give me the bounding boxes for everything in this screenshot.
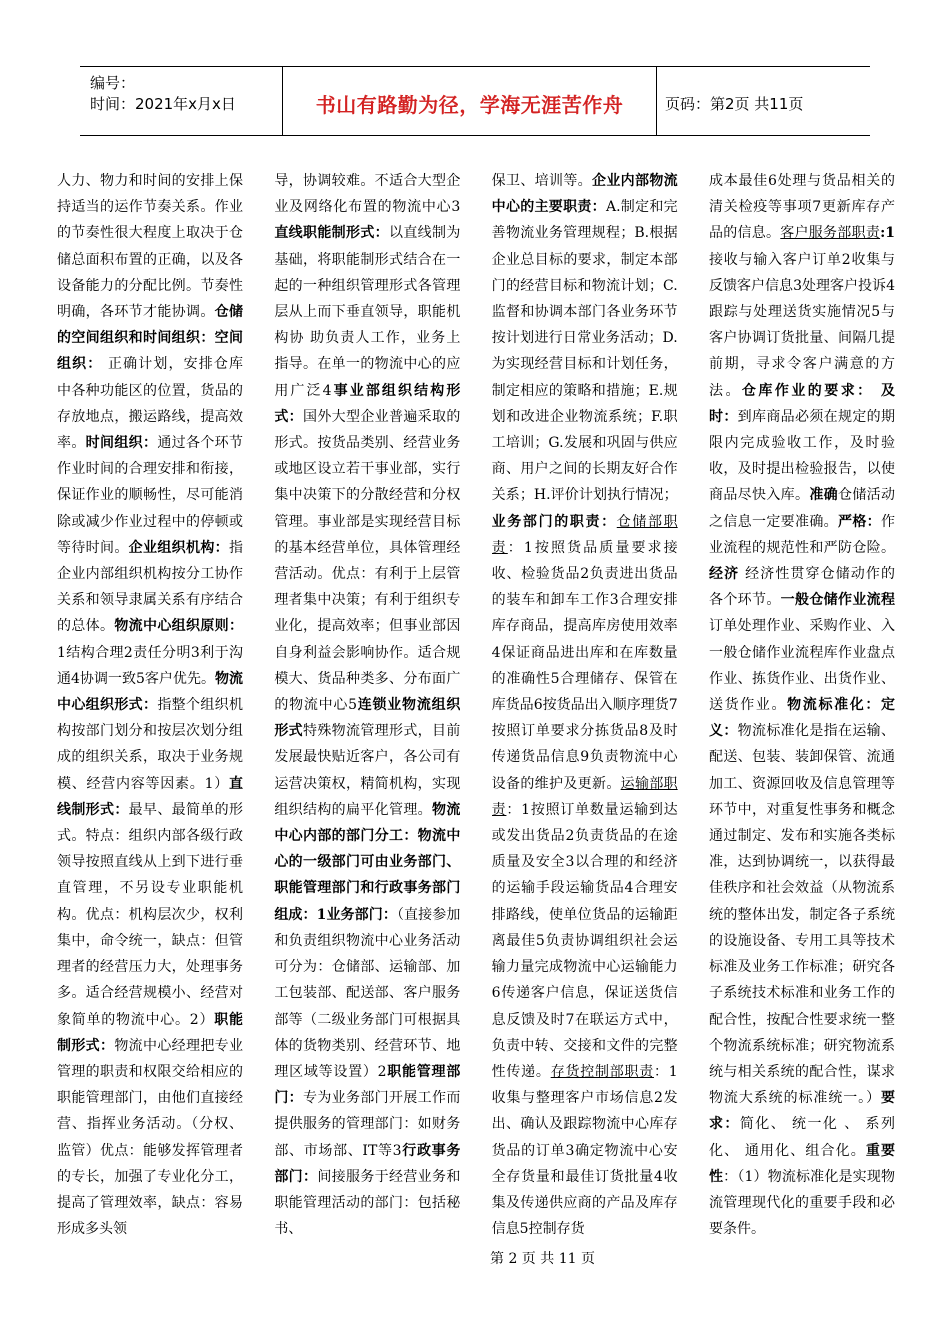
body-text-run: 保卫、培训等。 [491,173,592,189]
underlined-heading-run: 客户服务部职责 [780,225,881,242]
body-text-run: 物流中心经理把专业管理的职责和权限交给相应的职能管理部门，由他们直接经 营、指挥业务活动。（分权、监管）优点：能够发挥管理者的专长，加强了专业化分工，提高了管理效率，缺点：容易形成多头领 [57,1037,243,1238]
body-text-run: 订单处理作业、采购作业、入一般仓储作业流程库作业盘点作业、拣货作业、出货作业、送货作业。 [708,618,895,714]
header-slogan: 书山有路勤为径，学海无涯苦作舟 [282,67,657,135]
document-time: 时间：2021年x月x日 [90,95,236,113]
text-column-2 [274,168,460,1246]
bold-heading-run: 直线制形式： [57,775,243,818]
body-text-run: 仓储活动之信息一定要准确。 [708,487,895,530]
bold-heading-run: 一般仓储作业流程 [780,592,895,609]
bold-heading-run: 职能管理部门： [274,1063,461,1107]
body-text-run: 通过各个环节作业时间的合理安排和衔接，保证作业的顺畅性，尽可能消除或减少作业过程中的停顿或等待时间。 [57,435,243,556]
bold-heading-run: 经济 [708,566,746,583]
body-text-run: ：1收集与整理客户市场信息2发出、确认及跟踪物流中心库存货品的订单3确定物流中心安全存货量和最佳订货批量4收集及传递供应商的产品及库存信息5控制存货 [491,1063,678,1238]
bold-heading-run: 事业部组织结构形式： [274,382,461,425]
bold-heading-run: 要求： [708,1090,895,1133]
body-text-run: 接收与输入客户订单2收集与反馈客户信息3处理客户投诉4跟踪与处理送货实施情况5与客户协调订货批量、间隔几提前期，寻求令客户满意的方法。 [708,251,895,399]
header-meta [80,67,282,135]
body-text-run: （直接参加和负责组织物流中心业务活动可分为：仓储部、运输部、加工包装部、配送部、客户服务部等（二级业务部门可根据具体的货物类别、经营环节、地理区域等设置）2 [274,906,461,1080]
body-text-run: 指整个组织机构按部门划分和按层次划分组成的组织关系，取决于业务规模、经营内容等因素。1） [57,697,243,792]
bold-heading-run: 仓储的空间组织和时间组织：空间组织： [57,304,243,373]
text-column-3 [492,168,678,1246]
body-text-run: 专为业务部门开展工作而提供服务的管理部门：如财务部、市场部、IT等3 [274,1090,461,1159]
body-text-run: ：（1）物流标准化是实现物流管理现代化的重要手段和必要条件。 [708,1168,895,1238]
bold-heading-run: 准确 [809,487,838,504]
body-text-run: 简化、 统一化 、 系列化、 通用化、组合化。 [708,1116,895,1159]
text-column-1 [57,168,243,1246]
text-columns [57,168,895,1246]
underlined-heading-run: 存货控制部职责 [550,1063,654,1080]
body-text-run: 间接服务于经营业务和职能管理活动的部门：包括秘书、 [274,1168,461,1238]
bold-heading-run: 企业内部物流中心的主要职责： [491,173,678,216]
body-text-run: 作业流程的规范性和严防仓险。 [708,513,895,556]
body-text-run: 导，协调较难。不适合大型企业及网络化布置的物流中心3 [274,173,461,216]
document-number-label: 编号： [90,74,136,92]
body-text-run: ：1按照订单数量运输到达或发出货品2负责货品的在途质量及安全3以合理的和经济的运输手段运输货品4合理安排路线，使单位货品的运输距离最佳5负责协调组织社会运输力量完成物流中心运输能力6传递客户信息，保证送货信息反馈及时7在联运方式中，负责中转、交接和文件的完整性传递。 [491,801,678,1080]
footer-page-number: 第 2 页 共 11 页 [490,1251,595,1267]
body-text-run: 以直线制为基础，将职能制形式结合在一起的一种组织管理形式各管理层从上而下垂直领导，职能机构协 助负责人工作，业务上指导。在单一的物流中心的应用广泛4 [274,225,461,399]
bold-heading-run: 物流标准化：定义： [708,697,895,740]
bold-heading-run: 仓库作业的要求： 及时： [708,382,895,425]
bold-heading-run: 物流中心组织原则： [114,618,243,635]
body-text-run: A.制定和完善物流业务管理规程；B.根据企业总目标的要求，制定本部门的经营目标和物流计划；C.监督和协调本部门各业务环节按计划进行日常业务活动；D.为实现经营目标和计划任务，制定相应的策略和措施；E.规划和改进企业物流系统；F.职工培训；G.发展和巩固与供应商、用户之间的长期友好合作关系；H.评价计划执行情况； [491,199,678,504]
bold-heading-run: 直线职能制形式： [274,225,389,242]
bold-heading-run: 时间组织： [85,435,158,452]
body-text-run: 人力、物力和时间的安排上保持适当的运作节奏关系。作业的节奏性很大程度上取决于仓储总面积布置的正确，以及各设备能力的分配比例。节奏性明确，各环节才能协调。 [57,173,243,321]
bold-heading-run: 物流中心内部的部门分工：物流中心的一级部门可由业务部门、职能管理部门和行政事务部门组成：1业务部门： [274,801,461,923]
text-column-4 [709,168,895,1246]
body-text-run: 国外大型企业普遍采取的形式。按货品类别、经营业务或地区设立若干事业部，实行集中决策下的分散经营和分权管理。事业部是实现经营目标的基本经营单位，具体管理经营活动。优点：有利于上层管理者集中决策；有利于组织专业化，提高效率；但事业部因自身利益会影响协作。适合规模大、货品种类多、分布面广的物流中心5 [274,408,461,714]
body-text-run: ：1按照货品质量要求接收、检验货品2负责进出货品的装车和卸车工作3合理安排库存商品，提高库房使用效率4保证商品进出库和在库数量的准确性5合理储存、保管在库货品6按货品出入顺序理货7按照订单要求分拣货品8及时传递货品信息9负责物流中心设备的维护及更新。 [491,539,678,792]
bold-heading-run: 业务部门的职责： [491,513,617,530]
body-text-run: 最早、最简单的形式。特点：组织内部各级行政领导按照直线从上到下进行垂直管理，不另设专业职能机构。优点：机构层次少，权利集中，命令统一，缺点：但管理者的经营压力大，处理事务多。适合经营规模小、经营对象简单的物流中心。2） [57,801,243,1028]
bold-heading-run: 物流中心组织形式： [57,670,243,714]
bold-heading-run: :1 [880,225,895,242]
bold-heading-run: 重要性 [708,1142,895,1185]
bold-heading-run: 连锁业物流组织形式 [274,697,461,740]
bold-heading-run: 企业组织机构： [128,539,230,556]
bold-heading-run: 严格： [837,513,881,530]
body-text-run: 1结构合理2责任分明3利于沟通4协调一致5客户优先。 [57,644,243,687]
bold-heading-run: 职能制形式： [57,1011,243,1054]
page-header [80,66,870,136]
body-text-run: 成本最佳6处理与货品相关的清关检疫等事项7更新库存产品的信息。 [708,173,895,242]
page-footer [0,1248,950,1268]
body-text-run: 正确计划，安排仓库中各种功能区的位置，货品的存放地点，搬运路线，提高效率。 [57,356,243,452]
underlined-heading-run: 运输部职责 [491,775,678,818]
header-page-info: 页码：第2页 共11页 [665,94,804,113]
body-text-run: 特殊物流管理形式，目前发展最快贴近客户，各公司有运营决策权，精简机构，实现组织结构的扁平化管理。 [274,723,461,818]
body-text-run: 到库商品必须在规定的期限内完成验收工作，及时验收，及时提出检验报告，以使商品尽快入库。 [708,408,895,504]
underlined-heading-run: 仓储部职责 [491,513,678,556]
body-text-run: 指企业内部组织机构按分工协作关系和领导隶属关系有序结合的总体。 [57,539,243,635]
bold-heading-run: 行政事务部门： [274,1142,461,1185]
body-text-run: 物流标准化是指在运输、配送、包装、装卸保管、流通加工、资源回收及信息管理等环节中，对重复性事务和概念通过制定、发布和实施各类标准，达到协调统一，以获得最佳秩序和社会效益（从物流系统的整体出发，制定各子系统的设施设备、专用工具等技术标准及业务工作标准；研究各子系统技术标准和业务工作的配合性，按配合性要求统一整个物流系统标准；研究物流系统与相关系统的配合性，谋求物流大系统的标准统一。） [708,723,895,1107]
body-text-run: 经济性贯穿仓储动作的各个环节。 [708,566,895,609]
